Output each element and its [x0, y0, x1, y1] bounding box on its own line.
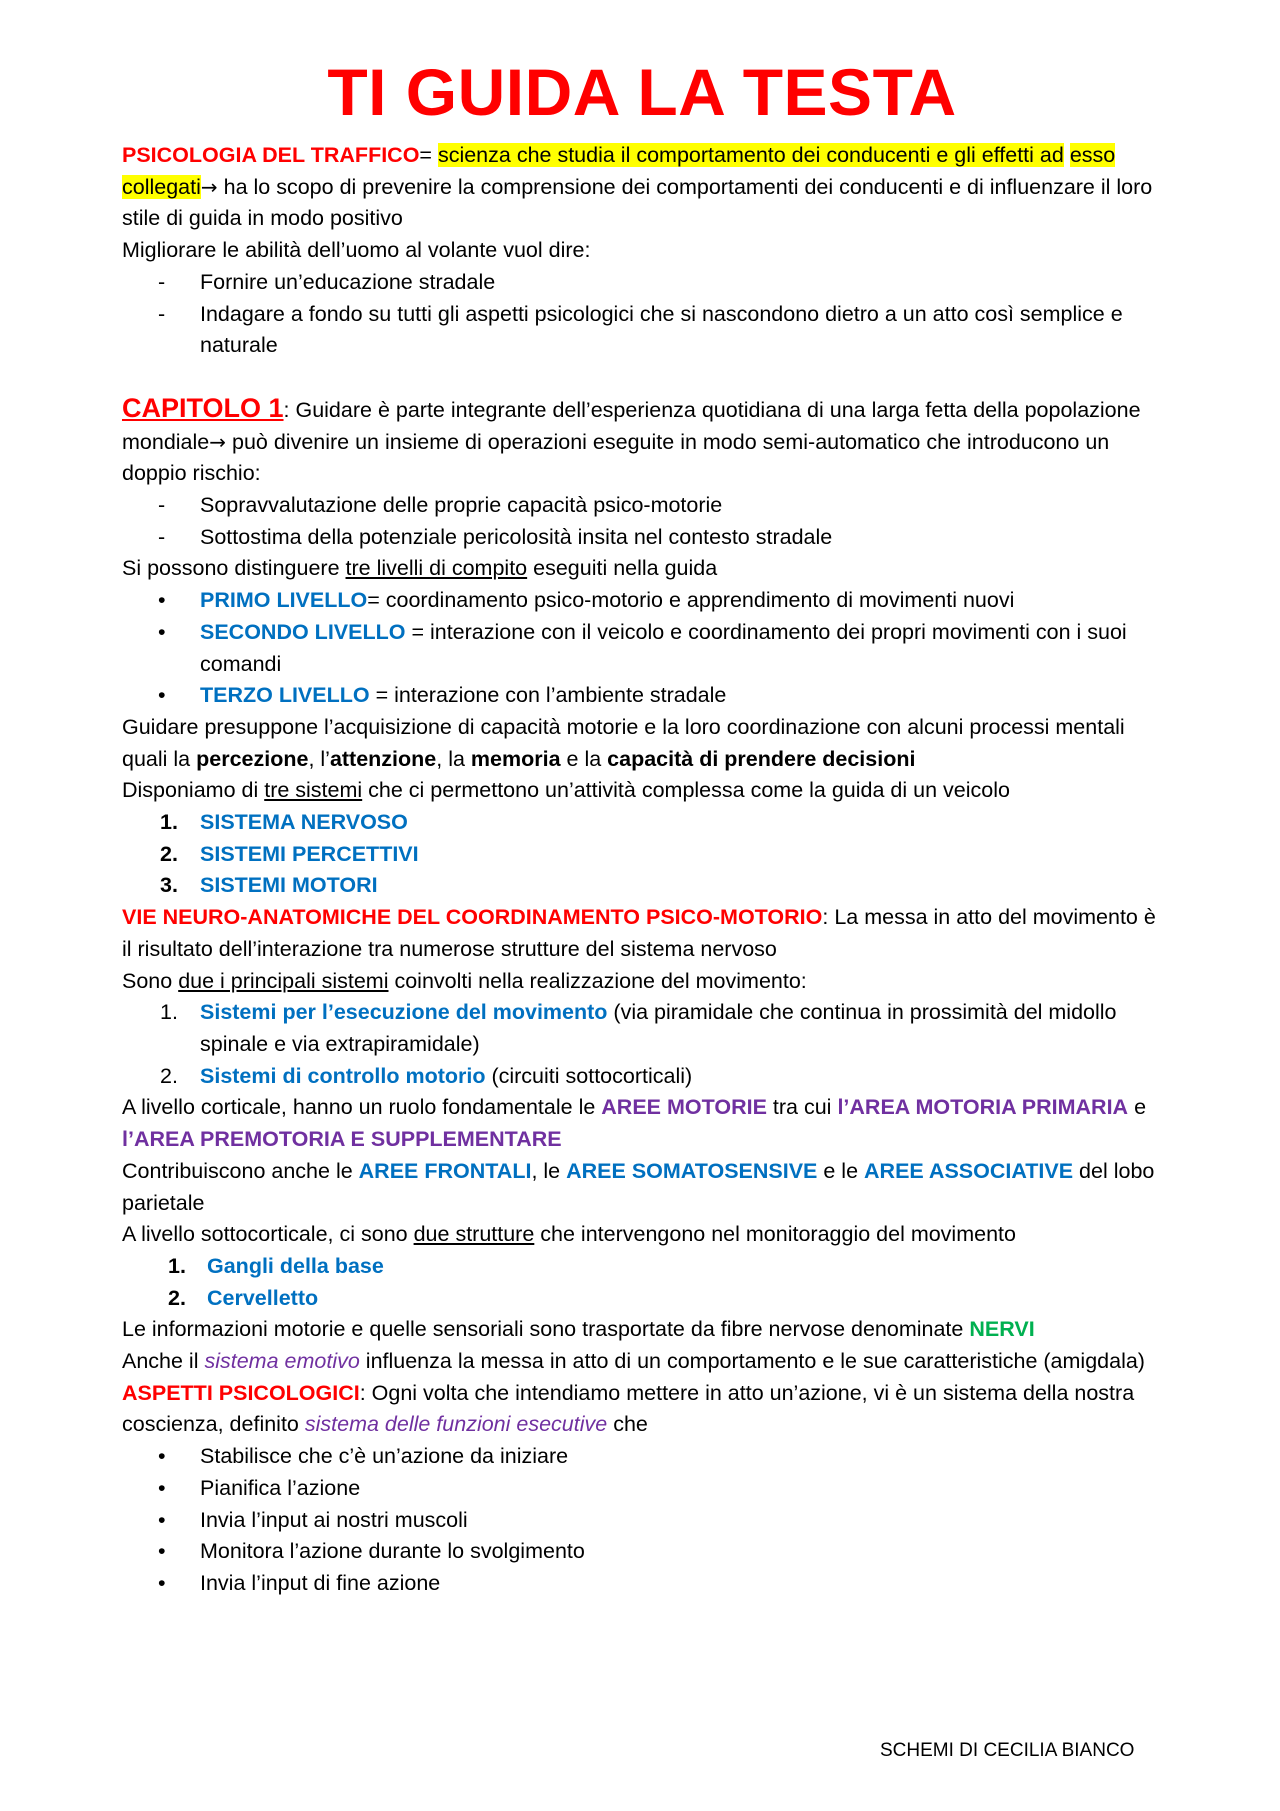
number-marker: 3.: [160, 873, 178, 898]
text: e la: [560, 746, 608, 771]
text: che: [607, 1412, 648, 1437]
text: del lobo parietale: [122, 1158, 1155, 1215]
bold-text: percezione: [196, 746, 309, 771]
underlined-text: due i principali sistemi: [178, 968, 389, 993]
corticale-paragraph: [122, 1092, 1162, 1155]
bullet-marker: •: [158, 1539, 166, 1564]
bold-text: memoria: [470, 746, 561, 771]
cap1-text-2: può divenire un insieme di operazioni eseguite in modo semi-automatico che introducono un doppio rischio:: [122, 429, 1110, 486]
spacer: [122, 362, 1162, 393]
number-marker: 1.: [160, 1000, 178, 1025]
intro-dash-list: [122, 267, 1162, 362]
sistemi-numbered-list: [122, 807, 1162, 902]
text: Disponiamo di: [122, 778, 265, 803]
sottocorticale-intro: [122, 1219, 1162, 1251]
list-item: [122, 1505, 1162, 1537]
sistema-label: Sistemi di controllo motorio: [200, 1063, 486, 1088]
text: Si possono distinguere: [122, 556, 346, 581]
cap1-dash-list: [122, 490, 1162, 553]
text: : La messa in atto del movimento è il risultato dell’interazione tra numerose strutture del sistema nervoso: [122, 905, 1156, 961]
text: e le: [817, 1158, 865, 1183]
document-page: [122, 52, 1162, 1600]
bullet-marker: •: [158, 683, 166, 708]
text: che intervengono nel monitoraggio del movimento: [534, 1222, 1016, 1247]
arrow-right-icon: →: [200, 174, 218, 199]
nervi-paragraph: [122, 1314, 1162, 1346]
italic-term: sistema delle funzioni esecutive: [304, 1412, 608, 1437]
list-item: [122, 807, 1162, 839]
number-marker: 1.: [160, 810, 178, 835]
chapter-1-heading: CAPITOLO 1: [122, 392, 284, 423]
livello-text: = interazione con il veicolo e coordinamento dei propri movimenti con i suoi comandi: [200, 619, 1127, 676]
green-term: NERVI: [969, 1317, 1035, 1342]
livello-text: = coordinamento psico-motorio e apprendimento di movimenti nuovi: [367, 588, 1015, 613]
livelli-intro: [122, 553, 1162, 585]
list-item: [122, 617, 1162, 680]
text: A livello corticale, hanno un ruolo fondamentale le: [122, 1095, 602, 1120]
text: tra cui: [766, 1095, 838, 1120]
list-item-text: Pianifica l’azione: [200, 1475, 361, 1500]
list-item: [122, 299, 1162, 362]
arrow-right-icon: →: [209, 429, 227, 454]
text: A livello sottocorticale, ci sono: [122, 1222, 414, 1247]
list-item: [122, 1441, 1162, 1473]
document-title: TI GUIDA LA TESTA: [327, 55, 957, 129]
list-item-text: Sopravvalutazione delle proprie capacità psico-motorie: [200, 493, 723, 518]
livello-label: TERZO LIVELLO: [200, 683, 376, 708]
list-item: [122, 585, 1162, 617]
purple-term: l’AREA PREMOTORIA E SUPPLEMENTARE: [122, 1127, 562, 1152]
text: coinvolti nella realizzazione del movimento:: [388, 968, 807, 993]
list-item: [122, 267, 1162, 299]
text: Sono: [122, 968, 179, 993]
list-item: [122, 1568, 1162, 1600]
livello-text: = interazione con l’ambiente stradale: [375, 683, 727, 708]
intro-line-2: Migliorare le abilità dell’uomo al volante vuol dire:: [122, 238, 591, 263]
bold-text: attenzione: [329, 746, 437, 771]
aspetti-paragraph: [122, 1378, 1162, 1441]
guidare-paragraph: [122, 712, 1162, 775]
livello-label: PRIMO LIVELLO: [200, 588, 368, 613]
sistema-label: SISTEMI MOTORI: [200, 873, 378, 898]
due-sistemi-intro: [122, 966, 1162, 998]
text: che ci permettono un’attività complessa come la guida di un veicolo: [362, 778, 1010, 803]
bullet-marker: •: [158, 588, 166, 613]
list-item: [122, 680, 1162, 712]
livelli-bullet-list: [122, 585, 1162, 712]
emotivo-paragraph: [122, 1346, 1162, 1378]
text: Le informazioni motorie e quelle sensoriali sono trasportate da fibre nervose denominate: [122, 1317, 970, 1342]
list-item: [122, 839, 1162, 871]
blue-term: AREE ASSOCIATIVE: [864, 1158, 1074, 1183]
aspetti-heading: ASPETTI PSICOLOGICI: [122, 1380, 360, 1405]
list-item-text: Stabilisce che c’è un’azione da iniziare: [200, 1444, 569, 1469]
text: Guidare presuppone l’acquisizione di capacità motorie e la loro coordinazione con alcuni processi mentali quali la: [122, 714, 1125, 771]
due-sistemi-list: [122, 997, 1162, 1092]
aspetti-bullet-list: [122, 1441, 1162, 1600]
blue-term: AREE SOMATOSENSIVE: [566, 1158, 818, 1183]
list-item: [122, 997, 1162, 1060]
bold-text: capacità di prendere decisioni: [607, 746, 916, 771]
text: eseguiti nella guida: [527, 556, 718, 581]
list-item-text: Invia l’input di fine azione: [200, 1570, 441, 1595]
list-item: [122, 1536, 1162, 1568]
struttura-label: Cervelletto: [207, 1285, 319, 1310]
blue-term: AREE FRONTALI: [358, 1158, 532, 1183]
number-marker: 2.: [168, 1285, 186, 1310]
intro-eq: =: [419, 143, 438, 167]
dash-marker: -: [158, 493, 166, 518]
vie-heading: VIE NEURO-ANATOMICHE DEL COORDINAMENTO PSICO-MOTORIO: [122, 905, 823, 930]
list-item: [122, 870, 1162, 902]
text: Anche il: [122, 1349, 205, 1374]
bullet-marker: •: [158, 619, 166, 644]
text: e: [1128, 1095, 1147, 1120]
list-item: [122, 1251, 1162, 1283]
bullet-marker: •: [158, 1507, 166, 1532]
text: , le: [531, 1158, 567, 1183]
highlight-definition-1: scienza che studia il comportamento dei conducenti e gli effetti ad: [437, 143, 1064, 167]
dash-marker: -: [158, 269, 166, 294]
term-psicologia-traffico: PSICOLOGIA DEL TRAFFICO: [122, 143, 420, 167]
purple-term: l’AREA MOTORIA PRIMARIA: [837, 1095, 1129, 1120]
page-footer: SCHEMI DI CECILIA BIANCO: [880, 1740, 1135, 1761]
number-marker: 2.: [160, 1063, 178, 1088]
cap1-paragraph: [122, 393, 1162, 490]
sottocorticale-list: [122, 1251, 1162, 1314]
contribuiscono-paragraph: [122, 1156, 1162, 1219]
underlined-text: tre livelli di compito: [345, 556, 528, 581]
intro-paragraph: [122, 140, 1162, 235]
dash-marker: -: [158, 524, 166, 549]
dash-marker: -: [158, 301, 166, 326]
cap1-text-1: : Guidare è parte integrante dell’esperienza quotidiana di una larga fetta della popolazione mondiale: [122, 397, 1141, 454]
text: Contribuiscono anche le: [122, 1158, 359, 1183]
text: influenza la messa in atto di un comportamento e le sue caratteristiche (amigdala): [359, 1349, 1145, 1374]
list-item: [122, 1473, 1162, 1505]
struttura-label: Gangli della base: [207, 1253, 384, 1278]
list-item-text: Invia l’input ai nostri muscoli: [200, 1507, 468, 1532]
highlight-definition-2: esso collegati: [122, 143, 1116, 199]
intro-rest: ha lo scopo di prevenire la comprensione dei comportamenti dei conducenti e di influenzare il loro stile di guida in modo positivo: [122, 174, 1153, 231]
purple-term: AREE MOTORIE: [601, 1095, 767, 1120]
list-item-text: Indagare a fondo su tutti gli aspetti psicologici che si nascondono dietro a un atto così semplice e naturale: [200, 301, 1123, 358]
text: : Ogni volta che intendiamo mettere in atto un’azione, vi è un sistema della nostra coscienza, definito: [122, 1380, 1135, 1437]
bullet-marker: •: [158, 1570, 166, 1595]
list-item-text: Sottostima della potenziale pericolosità insita nel contesto stradale: [200, 524, 833, 549]
list-item-text: Monitora l’azione durante lo svolgimento: [200, 1539, 585, 1564]
text: , la: [436, 746, 471, 771]
list-item-text: Fornire un’educazione stradale: [200, 269, 496, 294]
italic-term: sistema emotivo: [204, 1349, 360, 1374]
bullet-marker: •: [158, 1444, 166, 1469]
bullet-marker: •: [158, 1475, 166, 1500]
text: , l’: [308, 746, 330, 771]
vie-paragraph: [122, 902, 1162, 965]
sistema-label: SISTEMI PERCETTIVI: [200, 841, 419, 866]
text: (circuiti sottocorticali): [485, 1063, 693, 1088]
number-marker: 1.: [168, 1253, 186, 1278]
list-item: [122, 522, 1162, 554]
list-item: [122, 1061, 1162, 1093]
sistema-label: Sistemi per l’esecuzione del movimento: [200, 1000, 608, 1025]
sistemi-intro: [122, 775, 1162, 807]
underlined-text: due strutture: [413, 1222, 535, 1247]
underlined-text: tre sistemi: [264, 778, 363, 803]
text: (via piramidale che continua in prossimità del midollo spinale e via extrapiramidale): [200, 1000, 1117, 1056]
list-item: [122, 490, 1162, 522]
sistema-label: SISTEMA NERVOSO: [200, 810, 408, 835]
list-item: [122, 1283, 1162, 1315]
number-marker: 2.: [160, 841, 178, 866]
livello-label: SECONDO LIVELLO: [200, 619, 412, 644]
